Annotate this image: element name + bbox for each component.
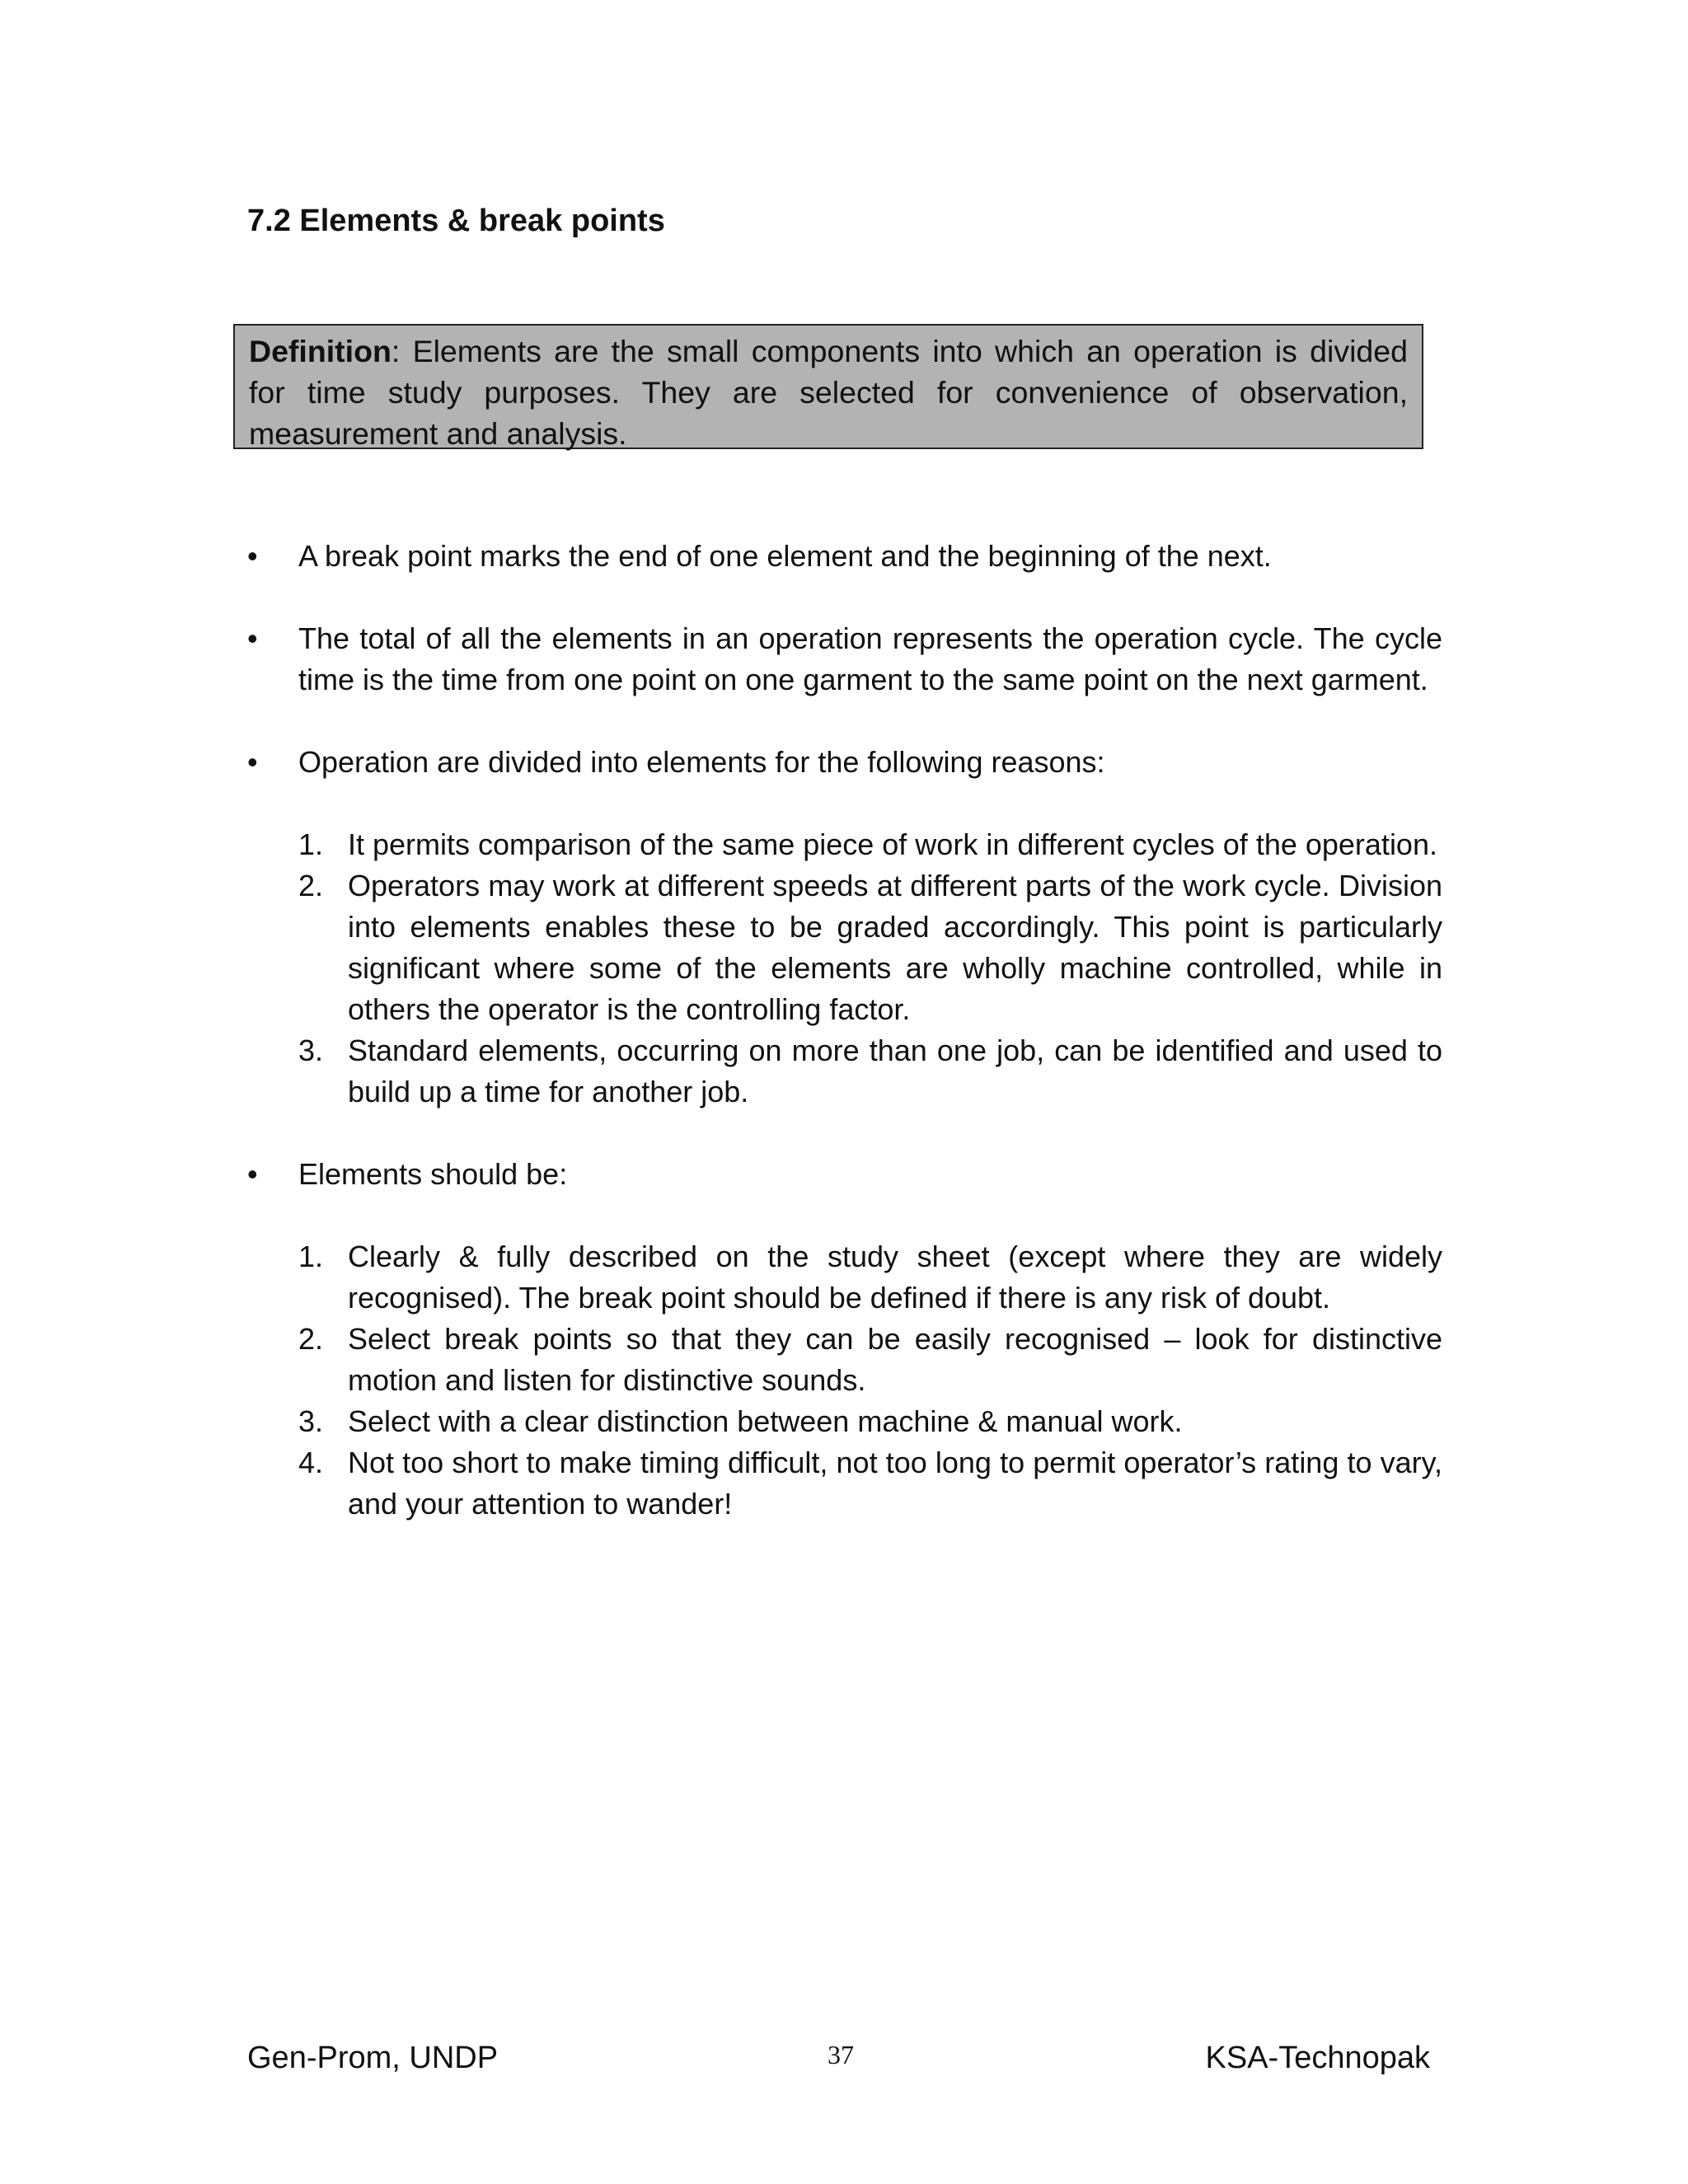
item-text: Standard elements, occurring on more than one job, can be identified and used to build up a time for another job. bbox=[348, 1033, 1442, 1108]
definition-text: : Elements are the small components into which an operation is divided for time study purposes. They are selected for convenience of observation, measurement and analysis. bbox=[249, 334, 1408, 451]
item-number: 2. bbox=[298, 869, 324, 902]
criteria-list bbox=[247, 1236, 1442, 1525]
item-text: Not too short to make timing difficult, not too long to permit operator’s rating to vary, and your attention to wander! bbox=[348, 1446, 1442, 1521]
bullet-marker: • bbox=[247, 621, 258, 655]
item-text: Operators may work at different speeds at different parts of the work cycle. Division into elements enables these to be graded accordingly. This point is particularly significant where some of the elements are wholly machine controlled, while in others the operator is the controlling factor. bbox=[348, 869, 1442, 1026]
item-number: 2. bbox=[298, 1322, 324, 1356]
item-text: Select with a clear distinction between machine & manual work. bbox=[348, 1404, 1183, 1438]
list-item bbox=[298, 824, 1442, 865]
bullet-item bbox=[247, 618, 1442, 701]
item-text: Clearly & fully described on the study sheet (except where they are widely recognised). The break point should be defined if there is any risk of doubt. bbox=[348, 1240, 1442, 1315]
item-text: It permits comparison of the same piece of work in different cycles of the operation. bbox=[348, 827, 1437, 861]
bullet-item bbox=[247, 536, 1442, 577]
item-number: 1. bbox=[298, 1240, 324, 1273]
bullet-text: A break point marks the end of one element and the beginning of the next. bbox=[298, 539, 1272, 573]
list-item bbox=[298, 1030, 1442, 1113]
bullet-marker: • bbox=[247, 1157, 258, 1191]
reasons-list bbox=[247, 824, 1442, 1113]
item-number: 4. bbox=[298, 1446, 324, 1479]
bullet-text: The total of all the elements in an operation represents the operation cycle. The cycle time is the time from one point on one garment to the same point on the next garment. bbox=[298, 621, 1442, 696]
definition-box bbox=[233, 324, 1423, 449]
bullet-item bbox=[247, 1154, 1442, 1195]
bullet-list bbox=[247, 536, 1442, 1525]
page-number: 37 bbox=[828, 2040, 854, 2069]
section-heading: 7.2 Elements & break points bbox=[247, 204, 665, 238]
footer-right-text: KSA-Technopak bbox=[1205, 2041, 1430, 2075]
bullet-item bbox=[247, 742, 1442, 783]
item-number: 3. bbox=[298, 1404, 324, 1438]
list-item bbox=[298, 1319, 1442, 1401]
item-number: 3. bbox=[298, 1033, 324, 1067]
list-item bbox=[298, 1236, 1442, 1319]
item-number: 1. bbox=[298, 827, 324, 861]
item-text: Select break points so that they can be easily recognised – look for distinctive motion and listen for distinctive sounds. bbox=[348, 1322, 1442, 1397]
bullet-marker: • bbox=[247, 539, 258, 573]
list-item bbox=[298, 1442, 1442, 1525]
bullet-text: Elements should be: bbox=[298, 1157, 568, 1191]
bullet-text: Operation are divided into elements for the following reasons: bbox=[298, 745, 1105, 779]
list-item bbox=[298, 865, 1442, 1030]
definition-label: Definition bbox=[249, 334, 392, 368]
list-item bbox=[298, 1401, 1442, 1442]
bullet-marker: • bbox=[247, 745, 258, 779]
footer-left-text: Gen-Prom, UNDP bbox=[247, 2041, 499, 2075]
